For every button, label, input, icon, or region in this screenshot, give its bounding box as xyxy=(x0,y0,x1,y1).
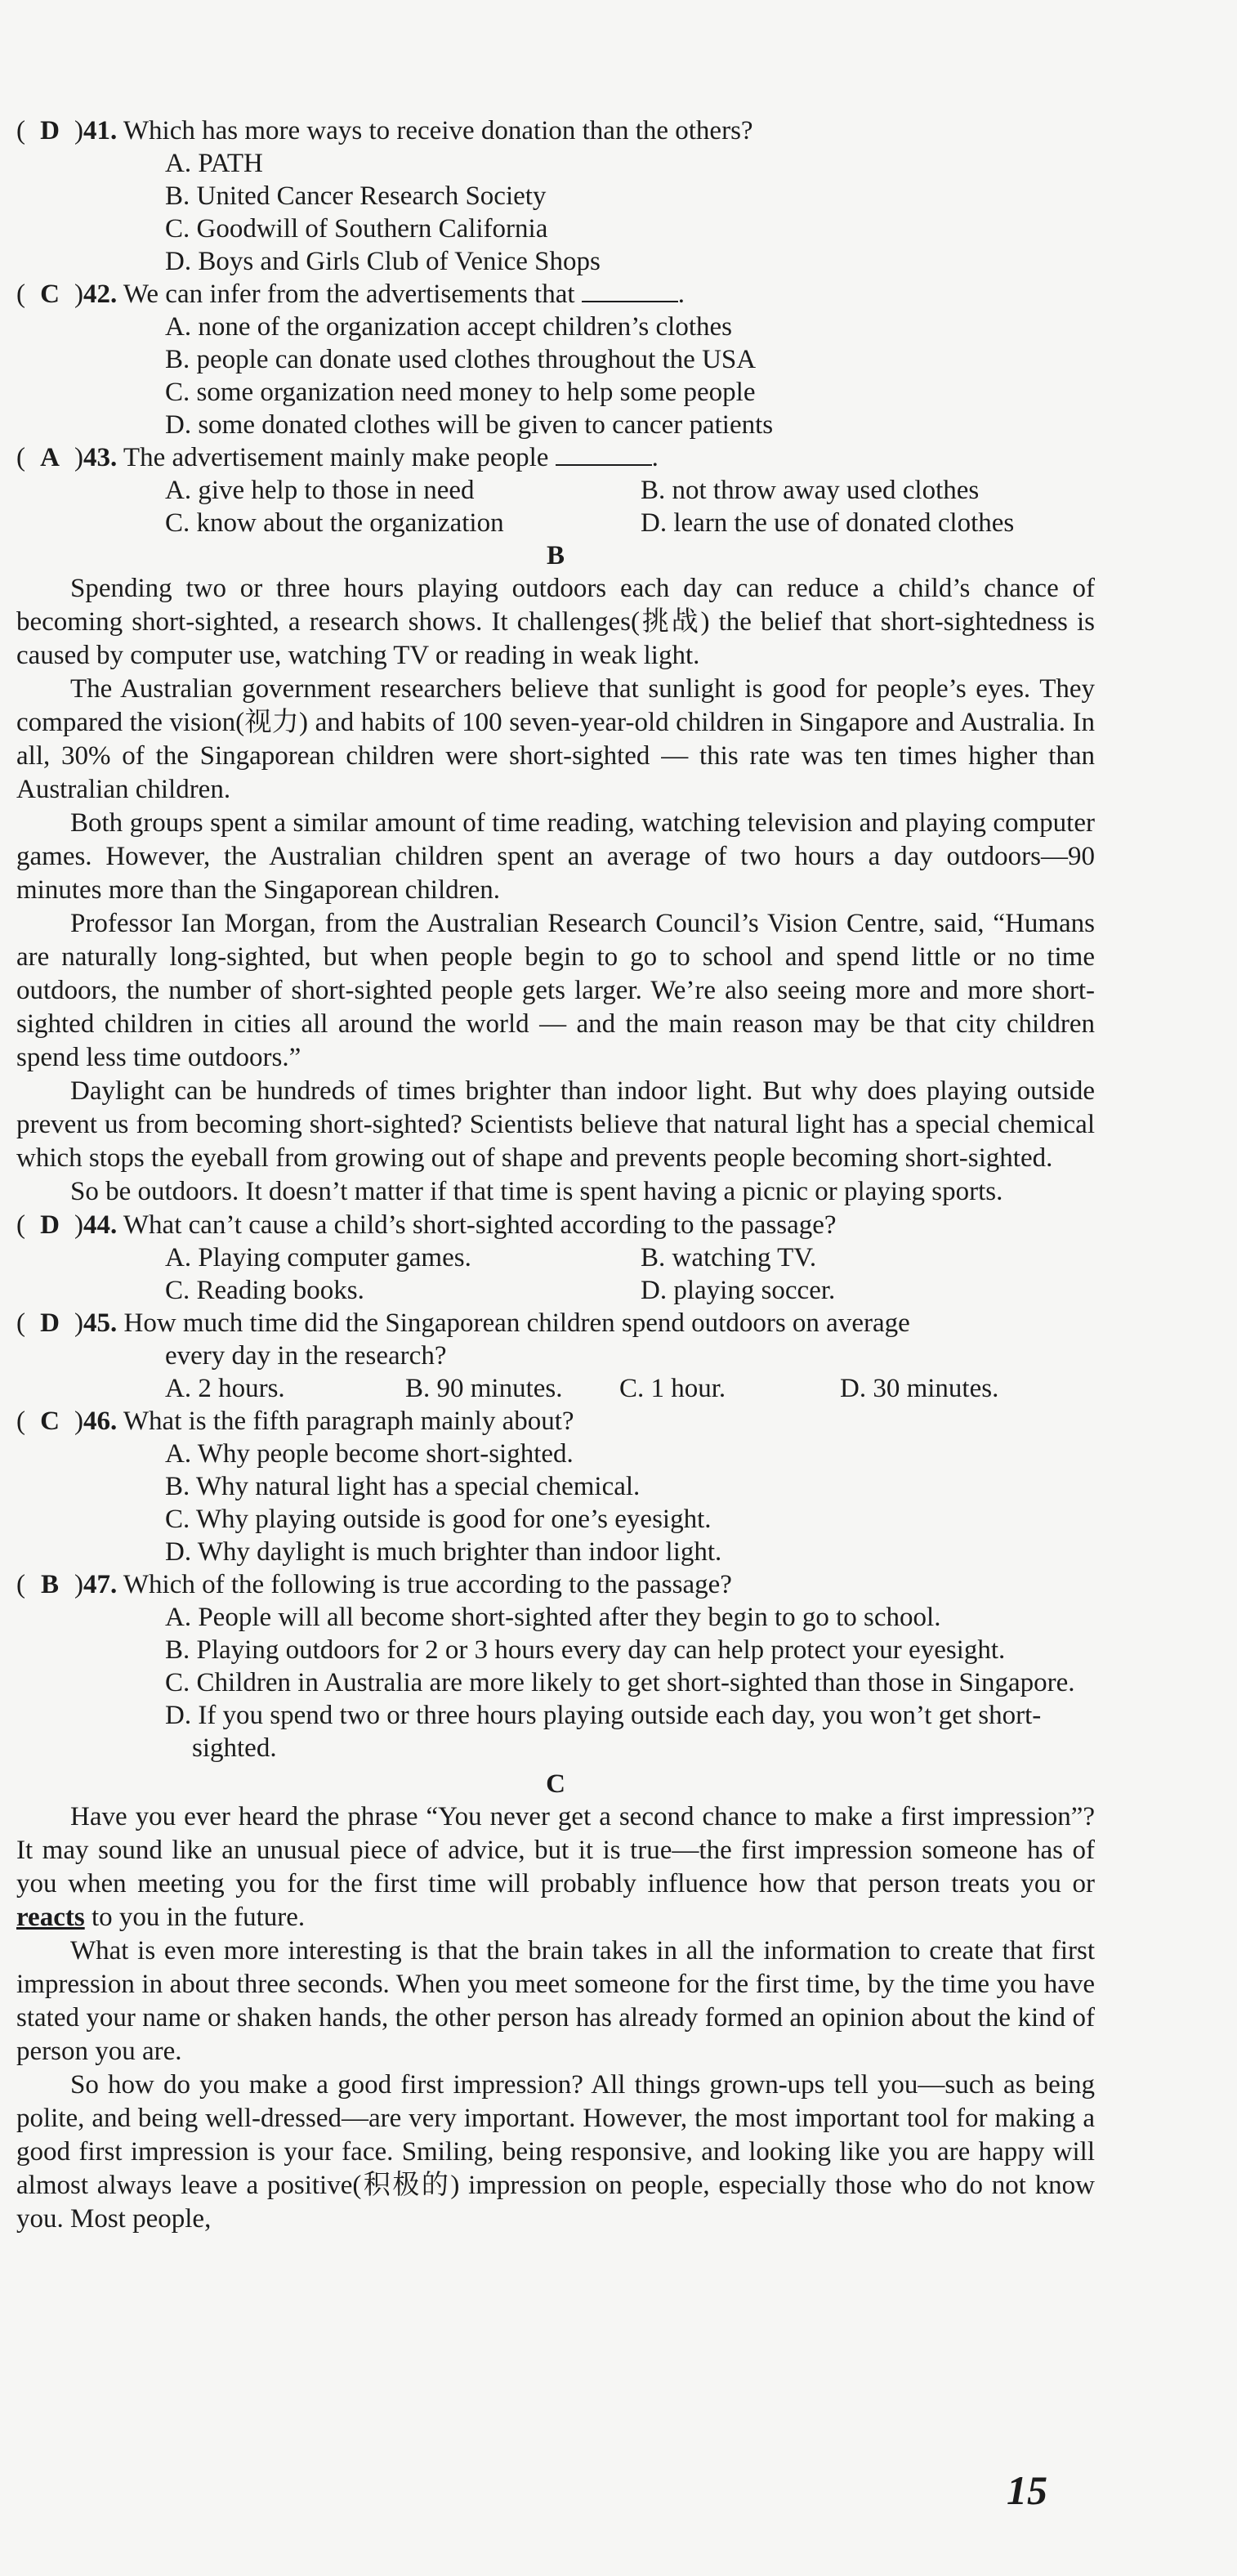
answer: C xyxy=(40,280,60,309)
answer: D xyxy=(40,1210,60,1240)
answer-blank xyxy=(582,280,678,302)
option: D. If you spend two or three hours playing outside each day, you won’t get short-sighted. xyxy=(165,1701,1042,1763)
answer: A xyxy=(40,443,60,472)
question-number: 42. xyxy=(83,280,118,309)
question-stem: Which of the following is true according to the passage? xyxy=(123,1570,732,1599)
worksheet-content xyxy=(16,114,1095,2236)
answer: B xyxy=(40,1570,59,1599)
question-stem-continued: every day in the research? xyxy=(165,1341,447,1371)
question-stem: How much time did the Singaporean children spend outdoors on average xyxy=(123,1308,910,1338)
option-row xyxy=(16,1241,1095,1274)
section-heading-c: C xyxy=(546,1769,565,1799)
option: D. 30 minutes. xyxy=(840,1374,999,1403)
option: A. PATH xyxy=(165,149,263,178)
option: C. 1 hour. xyxy=(619,1374,726,1403)
question-43: ( A )43. The advertisement mainly make people . xyxy=(16,443,659,472)
passage-paragraph: Both groups spent a similar amount of time reading, watching television and playing computer games. However, the Australian children spent an average of two hours a day outdoors—90 minutes more than the Singaporean children. xyxy=(16,808,1095,905)
option: D. Boys and Girls Club of Venice Shops xyxy=(165,247,601,276)
question-stem: What can’t cause a child’s short-sighted according to the passage? xyxy=(123,1210,837,1240)
passage-paragraph: Spending two or three hours playing outdoors each day can reduce a child’s chance of becoming short-sighted, a research shows. It challenges(挑战) the belief that short-sightedness is caused by computer use, watching TV or reading in weak light. xyxy=(16,574,1095,670)
question-stem: What is the fifth paragraph mainly about? xyxy=(123,1407,574,1436)
question-number: 44. xyxy=(83,1210,118,1240)
option-row xyxy=(16,1372,1095,1405)
option: B. not throw away used clothes xyxy=(641,476,980,505)
option: C. Goodwill of Southern California xyxy=(165,214,548,244)
answer: D xyxy=(40,1308,60,1338)
passage-paragraph: Daylight can be hundreds of times brighter than indoor light. But why does playing outside prevent us from becoming short-sighted? Scientists believe that natural light has a special chemical which stops the eyeball from growing out of shape and prevents people becoming short-sighted. xyxy=(16,1076,1095,1173)
answer-blank xyxy=(556,443,652,466)
question-number: 41. xyxy=(83,116,118,145)
option: A. Playing computer games. xyxy=(165,1243,471,1272)
option: D. some donated clothes will be given to cancer patients xyxy=(165,410,774,440)
passage-paragraph xyxy=(16,1800,1095,1934)
option: B. people can donate used clothes throughout the USA xyxy=(165,345,757,374)
question-stem: Which has more ways to receive donation than the others? xyxy=(123,116,753,145)
option: C. Children in Australia are more likely to get short-sighted than those in Singapore. xyxy=(165,1668,1075,1697)
option-row xyxy=(16,474,1095,507)
question-45: ( D )45. How much time did the Singaporean children spend outdoors on average xyxy=(16,1308,910,1338)
passage-paragraph: So how do you make a good first impression? All things grown-ups tell you—such as being polite, and being well-dressed—are very important. However, the most important tool for making a good first impression is your face. Smiling, being responsive, and looking like you are happy will almost always leave a positive(积极的) impression on people, especially those who do not know you. Most people, xyxy=(16,2070,1095,2234)
question-42: ( C )42. We can infer from the advertisements that . xyxy=(16,280,685,309)
highlighted-word: reacts xyxy=(16,1903,85,1932)
question-41: ( D )41. Which has more ways to receive donation than the others? xyxy=(16,116,753,145)
option: D. learn the use of donated clothes xyxy=(641,508,1015,538)
passage-paragraph: The Australian government researchers believe that sunlight is good for people’s eyes. They compared the vision(视力) and habits of 100 seven-year-old children in Singapore and Australia. In all, 30% of the Singaporean children were short-sighted — this rate was ten times higher than Australian children. xyxy=(16,674,1095,804)
option: D. playing soccer. xyxy=(641,1276,836,1305)
passage-paragraph: What is even more interesting is that the brain takes in all the information to create that first impression in about three seconds. When you meet someone for the first time, by the time you have stated your name or shaken hands, the other person has already formed an opinion about the kind of person you are. xyxy=(16,1936,1095,2066)
question-46: ( C )46. What is the fifth paragraph mainly about? xyxy=(16,1407,574,1436)
option: A. 2 hours. xyxy=(165,1374,285,1403)
question-number: 43. xyxy=(83,443,118,472)
answer: C xyxy=(40,1407,60,1436)
question-stem: The advertisement mainly make people xyxy=(123,443,549,472)
option: A. People will all become short-sighted after they begin to go to school. xyxy=(165,1603,941,1632)
option: B. United Cancer Research Society xyxy=(165,181,547,211)
option-row xyxy=(16,507,1095,539)
passage-text: to you in the future. xyxy=(91,1903,306,1932)
passage-paragraph: So be outdoors. It doesn’t matter if that time is spent having a picnic or playing sports. xyxy=(70,1177,1003,1206)
option-row xyxy=(16,1274,1095,1307)
option: B. watching TV. xyxy=(641,1243,817,1272)
question-number: 45. xyxy=(83,1308,118,1338)
passage-paragraph: Professor Ian Morgan, from the Australian Research Council’s Vision Centre, said, “Humans are naturally long-sighted, but when people begin to go to school and spend little or no time outdoors, the number of short-sighted people gets larger. We’re also seeing more and more short-sighted children in cities all around the world — and the main reason may be that city children spend less time outdoors.” xyxy=(16,909,1095,1072)
section-heading-b: B xyxy=(546,541,565,570)
question-47: ( B )47. Which of the following is true according to the passage? xyxy=(16,1570,732,1599)
question-number: 47. xyxy=(83,1570,118,1599)
option: C. some organization need money to help some people xyxy=(165,378,756,407)
option: C. know about the organization xyxy=(165,508,504,538)
option: B. Playing outdoors for 2 or 3 hours every day can help protect your eyesight. xyxy=(165,1635,1006,1665)
option: C. Reading books. xyxy=(165,1276,364,1305)
option: A. none of the organization accept children’s clothes xyxy=(165,312,732,342)
option: B. Why natural light has a special chemical. xyxy=(165,1472,641,1501)
question-number: 46. xyxy=(83,1407,118,1436)
answer: D xyxy=(40,116,60,145)
page-number: 15 xyxy=(1007,2467,1047,2513)
option: A. give help to those in need xyxy=(165,476,475,505)
question-stem: We can infer from the advertisements that xyxy=(123,280,575,309)
option: A. Why people become short-sighted. xyxy=(165,1439,574,1469)
option: B. 90 minutes. xyxy=(405,1374,563,1403)
question-44: ( D )44. What can’t cause a child’s short-sighted according to the passage? xyxy=(16,1210,837,1240)
option: C. Why playing outside is good for one’s eyesight. xyxy=(165,1505,712,1534)
passage-text: Have you ever heard the phrase “You never get a second chance to make a first impression”? It may sound like an unusual piece of advice, but it is true—the first impression someone has of you when meeting you for the first time will probably influence how that person treats you or xyxy=(16,1802,1095,1898)
option: D. Why daylight is much brighter than indoor light. xyxy=(165,1537,722,1567)
